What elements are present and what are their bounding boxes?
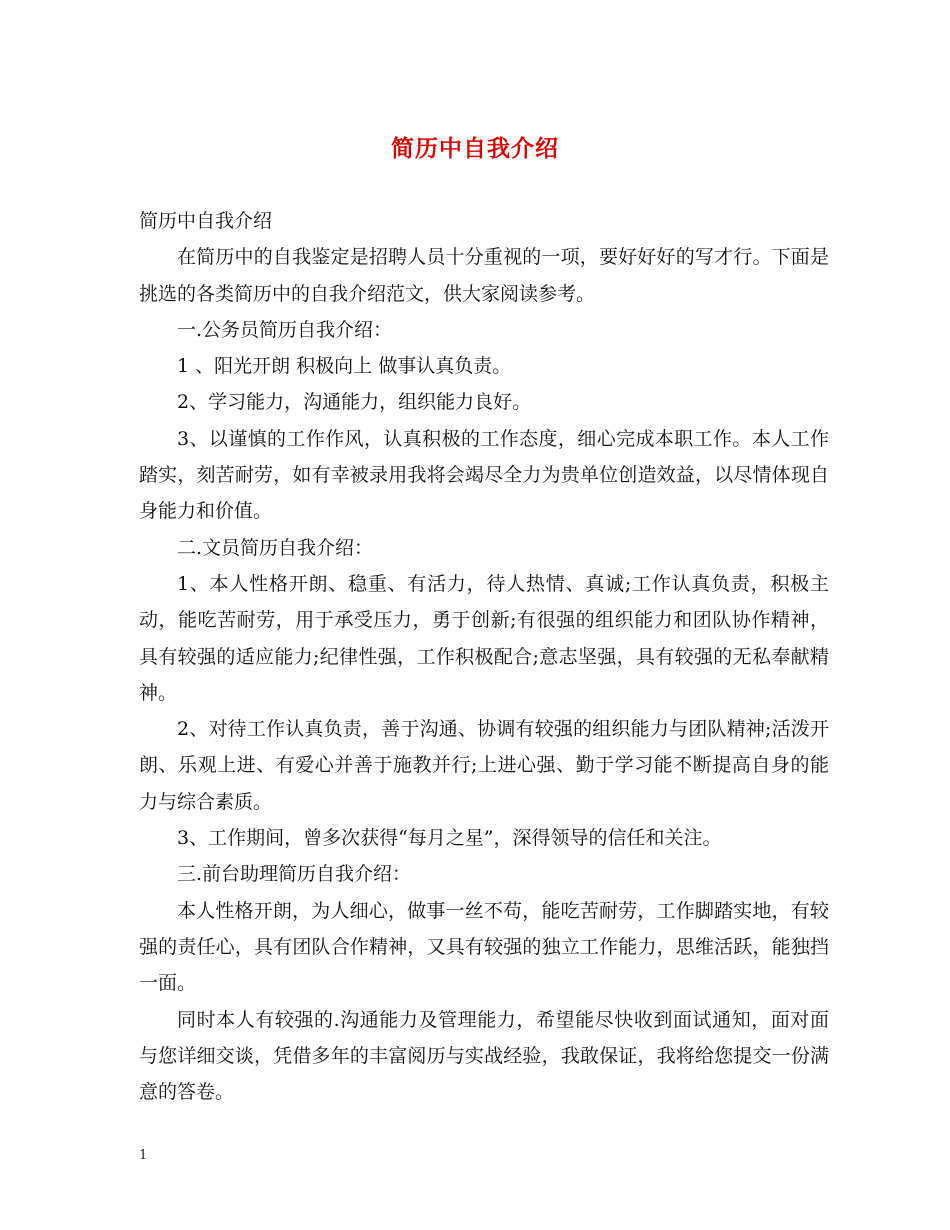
- section-heading-civil-servant: 一.公务员简历自我介绍：: [177, 318, 393, 341]
- page-number: 1: [139, 1148, 148, 1163]
- paragraph: 同时本人有较强的.沟通能力及管理能力，希望能尽快收到面试通知，面对面与您详细交谈，凭借多年的丰富阅历与实战经验，我敢保证，我将给您提交一份满意的答卷。: [139, 1008, 829, 1104]
- section-heading-front-desk: 三.前台助理简历自我介绍：: [177, 863, 412, 886]
- list-item: 2、对待工作认真负责，善于沟通、协调有较强的组织能力与团队精神;活泼开朗、乐观上进、有爱心并善于施教并行;上进心强、勤于学习能不断提高自身的能力与综合素质。: [139, 718, 829, 813]
- paragraph-intro: 在简历中的自我鉴定是招聘人员十分重视的一项，要好好好的写才行。下面是挑选的各类简历中的自我介绍范文，供大家阅读参考。: [139, 246, 829, 305]
- paragraph-heading: 简历中自我介绍: [139, 210, 273, 232]
- list-item: 3、工作期间，曾多次获得“每月之星”，深得领导的信任和关注。: [177, 827, 722, 850]
- list-item: 2、学习能力，沟通能力，组织能力良好。: [177, 391, 532, 414]
- document-body: [139, 203, 829, 1110]
- list-item: 1 、阳光开朗 积极向上 做事认真负责。: [177, 355, 512, 378]
- paragraph: 本人性格开朗，为人细心，做事一丝不苟，能吃苦耐劳，工作脚踏实地，有较强的责任心，具有团队合作精神，又具有较强的独立工作能力，思维活跃，能独挡一面。: [139, 899, 829, 995]
- section-heading-clerk: 二.文员简历自我介绍：: [177, 536, 374, 559]
- list-item: 3、以谨慎的工作作风，认真积极的工作态度，细心完成本职工作。本人工作踏实，刻苦耐劳，如有幸被录用我将会竭尽全力为贵单位创造效益，以尽情体现自身能力和价值。: [139, 427, 829, 523]
- document-title: 简历中自我介绍: [391, 135, 559, 162]
- list-item: 1、本人性格开朗、稳重、有活力，待人热情、真诚;工作认真负责，积极主动，能吃苦耐劳，用于承受压力，勇于创新;有很强的组织能力和团队协作精神，具有较强的适应能力;纪律性强，工作积极配合;意志坚强，具有较强的无私奉献精神。: [139, 572, 829, 704]
